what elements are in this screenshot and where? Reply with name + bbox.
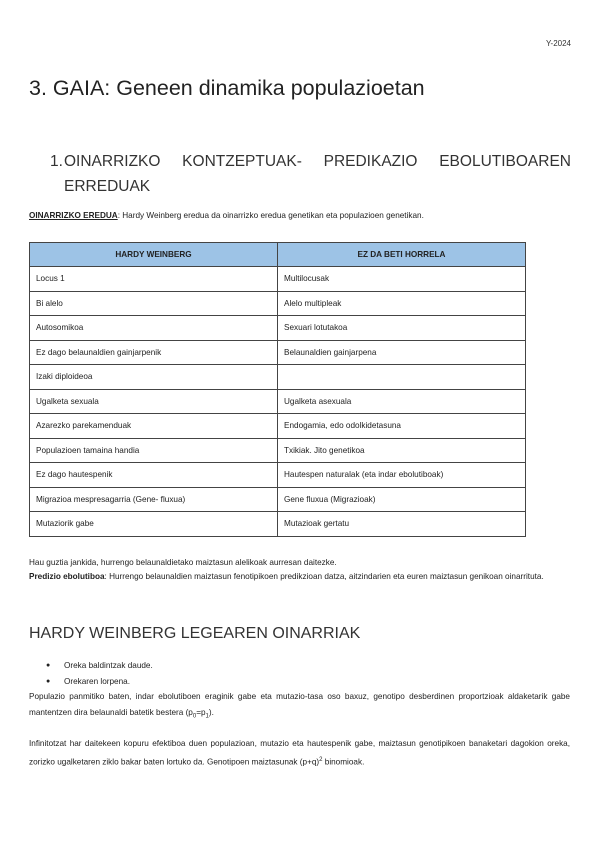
bullet-list — [29, 658, 153, 690]
section-heading-hardy-weinberg: HARDY WEINBERG LEGEAREN OINARRIAK — [29, 625, 361, 642]
paragraph-definition — [29, 570, 570, 584]
cell-ez-da-beti — [278, 365, 526, 390]
cell-hardy-weinberg: Ez dago belaunaldien gainjarpenik — [30, 340, 278, 365]
document-header-code: Y-2024 — [545, 39, 571, 48]
intro-paragraph — [29, 211, 424, 220]
section-heading-line2: ERREDUAK — [64, 178, 151, 195]
cell-hardy-weinberg: Migrazioa mespresagarria (Gene- fluxua) — [30, 487, 278, 512]
table-row — [30, 463, 526, 488]
table-row — [30, 316, 526, 341]
cell-hardy-weinberg: Azarezko parekamenduak — [30, 414, 278, 439]
definition-text: : Hurrengo belaunaldien maiztasun fenotipikoen predikzioan datza, aitzindarien eta euren maiztasun genikoan oinarrituta. — [104, 572, 544, 581]
paragraph-predikzio — [29, 556, 570, 584]
table-row — [30, 340, 526, 365]
cell-hardy-weinberg: Izaki diploideoa — [30, 365, 278, 390]
cell-hardy-weinberg: Bi alelo — [30, 291, 278, 316]
table-row — [30, 487, 526, 512]
table-row — [30, 267, 526, 292]
list-item: ● Orekaren lorpena. — [29, 674, 153, 690]
cell-ez-da-beti: Sexuari lotutakoa — [278, 316, 526, 341]
comparison-table — [29, 242, 526, 537]
cell-hardy-weinberg: Ugalketa sexuala — [30, 389, 278, 414]
cell-ez-da-beti: Hautespen naturalak (eta indar ebolutiboak) — [278, 463, 526, 488]
paragraph-line: Hau guztia jankida, hurrengo belaunaldietako maiztasun alelikoak aurresan daitezke. — [29, 558, 337, 567]
cell-ez-da-beti: Gene fluxua (Migrazioak) — [278, 487, 526, 512]
table-row — [30, 365, 526, 390]
page-title: 3. GAIA: Geneen dinamika populazioetan — [29, 76, 425, 100]
cell-ez-da-beti: Belaunaldien gainjarpena — [278, 340, 526, 365]
section-heading — [50, 149, 571, 199]
paragraph-infinitotzat: Infinitotzat har daitekeen kopuru efektiboa duen populazioan, mutazio eta hautespenik gabe, maiztasun genotipikoen banaketari dagokion oreka, zorizko ugalketaren ziklo bakar baten lortuko da. Genotipoen maiztasunak $(p+q)^2$ binomioak. — [29, 739, 570, 767]
table-row — [30, 414, 526, 439]
cell-ez-da-beti: Ugalketa asexuala — [278, 389, 526, 414]
cell-ez-da-beti: Alelo multipleak — [278, 291, 526, 316]
column-header: EZ DA BETI HORRELA — [278, 243, 526, 267]
column-header: HARDY WEINBERG — [30, 243, 278, 267]
section-heading-line1: OINARRIZKO KONTZEPTUAK- PREDIKAZIO EBOLUTIBOAREN — [64, 153, 571, 170]
table-row — [30, 291, 526, 316]
cell-hardy-weinberg: Autosomikoa — [30, 316, 278, 341]
section-number: 1. — [50, 153, 63, 170]
paragraph-panmitiko: Populazio panmitiko baten, indar ebolutiboen eraginik gabe eta mutazio-tasa oso baxuz, genotipo desberdinen proportzioak aldaketarik gabe mantentzen dira belaunaldi batetik bestera $(p_0=p_1)$. — [29, 692, 570, 720]
cell-hardy-weinberg: Ez dago hautespenik — [30, 463, 278, 488]
cell-ez-da-beti: Multilocusak — [278, 267, 526, 292]
cell-ez-da-beti: Txikiak. Jito genetikoa — [278, 438, 526, 463]
definition-label: Predizio ebolutiboa — [29, 572, 105, 581]
table-row — [30, 389, 526, 414]
list-item: ● Oreka baldintzak daude. — [29, 658, 153, 674]
cell-hardy-weinberg: Mutaziorik gabe — [30, 512, 278, 537]
intro-label: OINARRIZKO EREDUA — [29, 211, 118, 220]
table-header-row — [30, 243, 526, 267]
cell-ez-da-beti: Mutazioak gertatu — [278, 512, 526, 537]
table-row — [30, 438, 526, 463]
table-row — [30, 512, 526, 537]
cell-hardy-weinberg: Locus 1 — [30, 267, 278, 292]
intro-text: : Hardy Weinberg eredua da oinarrizko eredua genetikan eta populazioen genetikan. — [117, 211, 424, 220]
cell-ez-da-beti: Endogamia, edo odolkidetasuna — [278, 414, 526, 439]
cell-hardy-weinberg: Populazioen tamaina handia — [30, 438, 278, 463]
